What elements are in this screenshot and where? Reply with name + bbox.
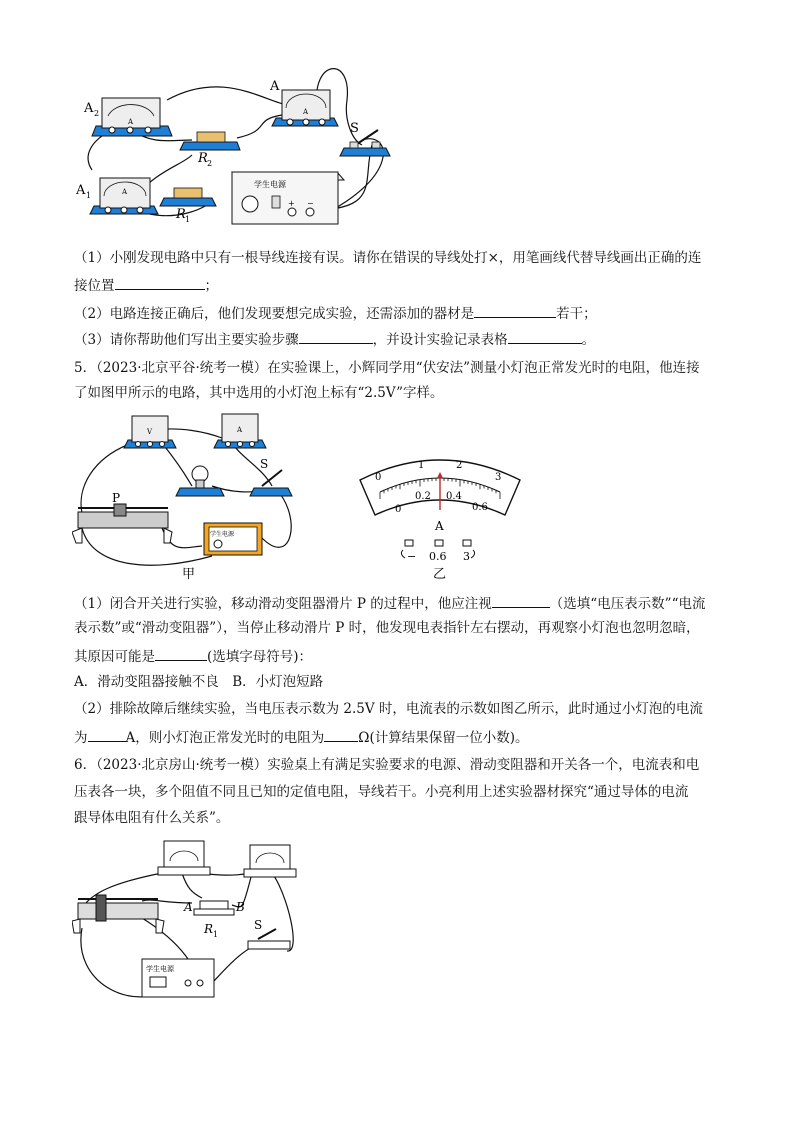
answer-blank[interactable] — [155, 646, 207, 661]
circuit-figure-q6 — [72, 833, 312, 1013]
meter-face-a2: A — [128, 118, 134, 126]
scale-top-3: 3 — [495, 472, 502, 483]
scale-bottom-0-4: 0.4 — [446, 491, 462, 502]
label-a2: A — [84, 101, 94, 116]
answer-blank[interactable] — [474, 303, 556, 318]
resistor-r1-icon — [194, 901, 234, 915]
q6-line3: 跟导体电阻有什么关系”。 — [74, 810, 230, 826]
switch-icon — [250, 470, 292, 496]
q5-intro-line1: 5．（2023·北京平谷·统考一模）在实验课上，小辉同学用“伏安法”测量小灯泡正常发光时的电阻，他连接 — [74, 360, 700, 376]
label-a-top: A — [270, 79, 280, 94]
q6-line1: 6．（2023·北京房山·统考一模）实验桌上有满足实验要求的电源、滑动变阻器和开关各一个，电流表和电 — [74, 757, 700, 773]
ammeter-a2-icon — [92, 98, 172, 136]
circuit-figure-1 — [72, 60, 402, 230]
terminal-minus: − — [407, 550, 417, 563]
switch-s-icon — [340, 130, 390, 156]
minus-label: − — [307, 199, 314, 208]
label-r1-sub: 1 — [213, 930, 219, 939]
terminal-a-label: A — [184, 900, 193, 914]
scale-top-0: 0 — [375, 472, 382, 483]
q5-options: A．滑动变阻器接触不良 B．小灯泡短路 — [74, 674, 324, 690]
q4-part2: （2）电路连接正确后，他们发现要想完成实验，还需添加的器材是 若干； — [74, 303, 724, 324]
label-a2-sub: 2 — [94, 109, 100, 118]
switch-icon — [248, 929, 290, 949]
q5-part2-line1: （2）排除故障后继续实验，当电压表示数为 2.5V 时，电流表的示数如图乙所示，此时通过小灯泡的电流 — [74, 701, 703, 717]
answer-blank[interactable] — [492, 593, 550, 608]
circuit-figure-jia — [72, 408, 302, 583]
meter-face-top: A — [303, 108, 309, 116]
answer-blank[interactable] — [299, 329, 373, 344]
label-a1-sub: 1 — [86, 191, 92, 200]
power-supply-label: 学生电源 — [146, 965, 174, 973]
scale-top-2: 2 — [456, 460, 463, 471]
scale-bottom-0-6: 0.6 — [472, 502, 488, 513]
dial-unit: A — [435, 519, 444, 533]
rheostat-icon — [72, 504, 172, 543]
power-supply-icon — [204, 523, 262, 555]
terminal-0-6: 0.6 — [429, 550, 447, 563]
switch-s-label: S — [254, 918, 263, 932]
label-r2: R — [198, 151, 208, 166]
power-supply-icon — [232, 172, 344, 224]
scale-bottom-0-2: 0.2 — [415, 491, 431, 502]
q5-part1-line3: 其原因可能是 (选填字母符号)： — [74, 646, 724, 667]
answer-blank[interactable] — [508, 329, 582, 344]
label-a1: A — [76, 183, 86, 198]
power-supply-label: 学生电源 — [210, 531, 235, 538]
answer-blank[interactable] — [324, 727, 358, 742]
ammeter-face: A — [237, 426, 243, 434]
q4-part3: （3）请你帮助他们写出主要实验步骤 ，并设计实验记录表格 。 — [74, 329, 724, 350]
q5-part2-line2: 为 A，则小灯泡正常发光时的电阻为 Ω(计算结果保留一位小数)。 — [74, 727, 724, 748]
power-supply-label: 学生电源 — [254, 180, 286, 189]
q5-part1-line2: 表示数”或“滑动变阻器”），当停止移动滑片 P 时，他发现电表指针左右摆动，再观察小灯泡也忽明忽暗， — [74, 620, 700, 636]
label-r1: R — [204, 922, 214, 936]
voltmeter-icon — [158, 841, 210, 875]
slider-p-label: P — [112, 491, 121, 505]
answer-blank[interactable] — [115, 275, 205, 290]
terminal-b-label: B — [236, 900, 245, 914]
scale-bottom-0: 0 — [395, 504, 402, 515]
answer-blank[interactable] — [88, 727, 126, 742]
switch-s-label: S — [260, 457, 269, 471]
label-r1: R — [176, 207, 186, 222]
figure-caption-jia: 甲 — [182, 567, 196, 582]
q6-line2: 压表各一块，多个阻值不同且已知的定值电阻，导线若干。小亮利用上述实验器材探究“通过导体的电流 — [74, 784, 689, 800]
plus-label: + — [288, 199, 295, 208]
ammeter-a1-icon — [90, 178, 158, 214]
q5-part1-line1: （1）闭合开关进行实验，移动滑动变阻器滑片 P 的过程中，他应注视 （选填“电压表示数”“电流 — [74, 593, 724, 614]
ammeter-dial-figure-yi — [355, 450, 525, 585]
q4-part1-line1: （1）小刚发现电路中只有一根导线连接有误。请你在错误的导线处打×，用笔画线代替导线画出正确的连 — [74, 250, 702, 266]
terminal-3: 3 — [463, 550, 470, 563]
q4-part1-line2: 接位置 ； — [74, 275, 724, 296]
scale-top-1: 1 — [418, 460, 425, 471]
label-s: S — [350, 121, 359, 136]
label-r1-sub: 1 — [185, 215, 191, 224]
meter-face-a1: A — [122, 188, 128, 196]
q5-intro-line2: 了如图甲所示的电路，其中选用的小灯泡上标有“2.5V”字样。 — [74, 385, 444, 401]
figure-caption-yi: 乙 — [433, 567, 447, 582]
resistor-r1-icon — [160, 188, 216, 206]
lamp-icon — [176, 466, 224, 496]
voltmeter-face: V — [147, 428, 153, 436]
resistor-r2-icon — [180, 132, 240, 150]
ammeter-icon — [244, 845, 296, 877]
label-r2-sub: 2 — [207, 159, 213, 168]
